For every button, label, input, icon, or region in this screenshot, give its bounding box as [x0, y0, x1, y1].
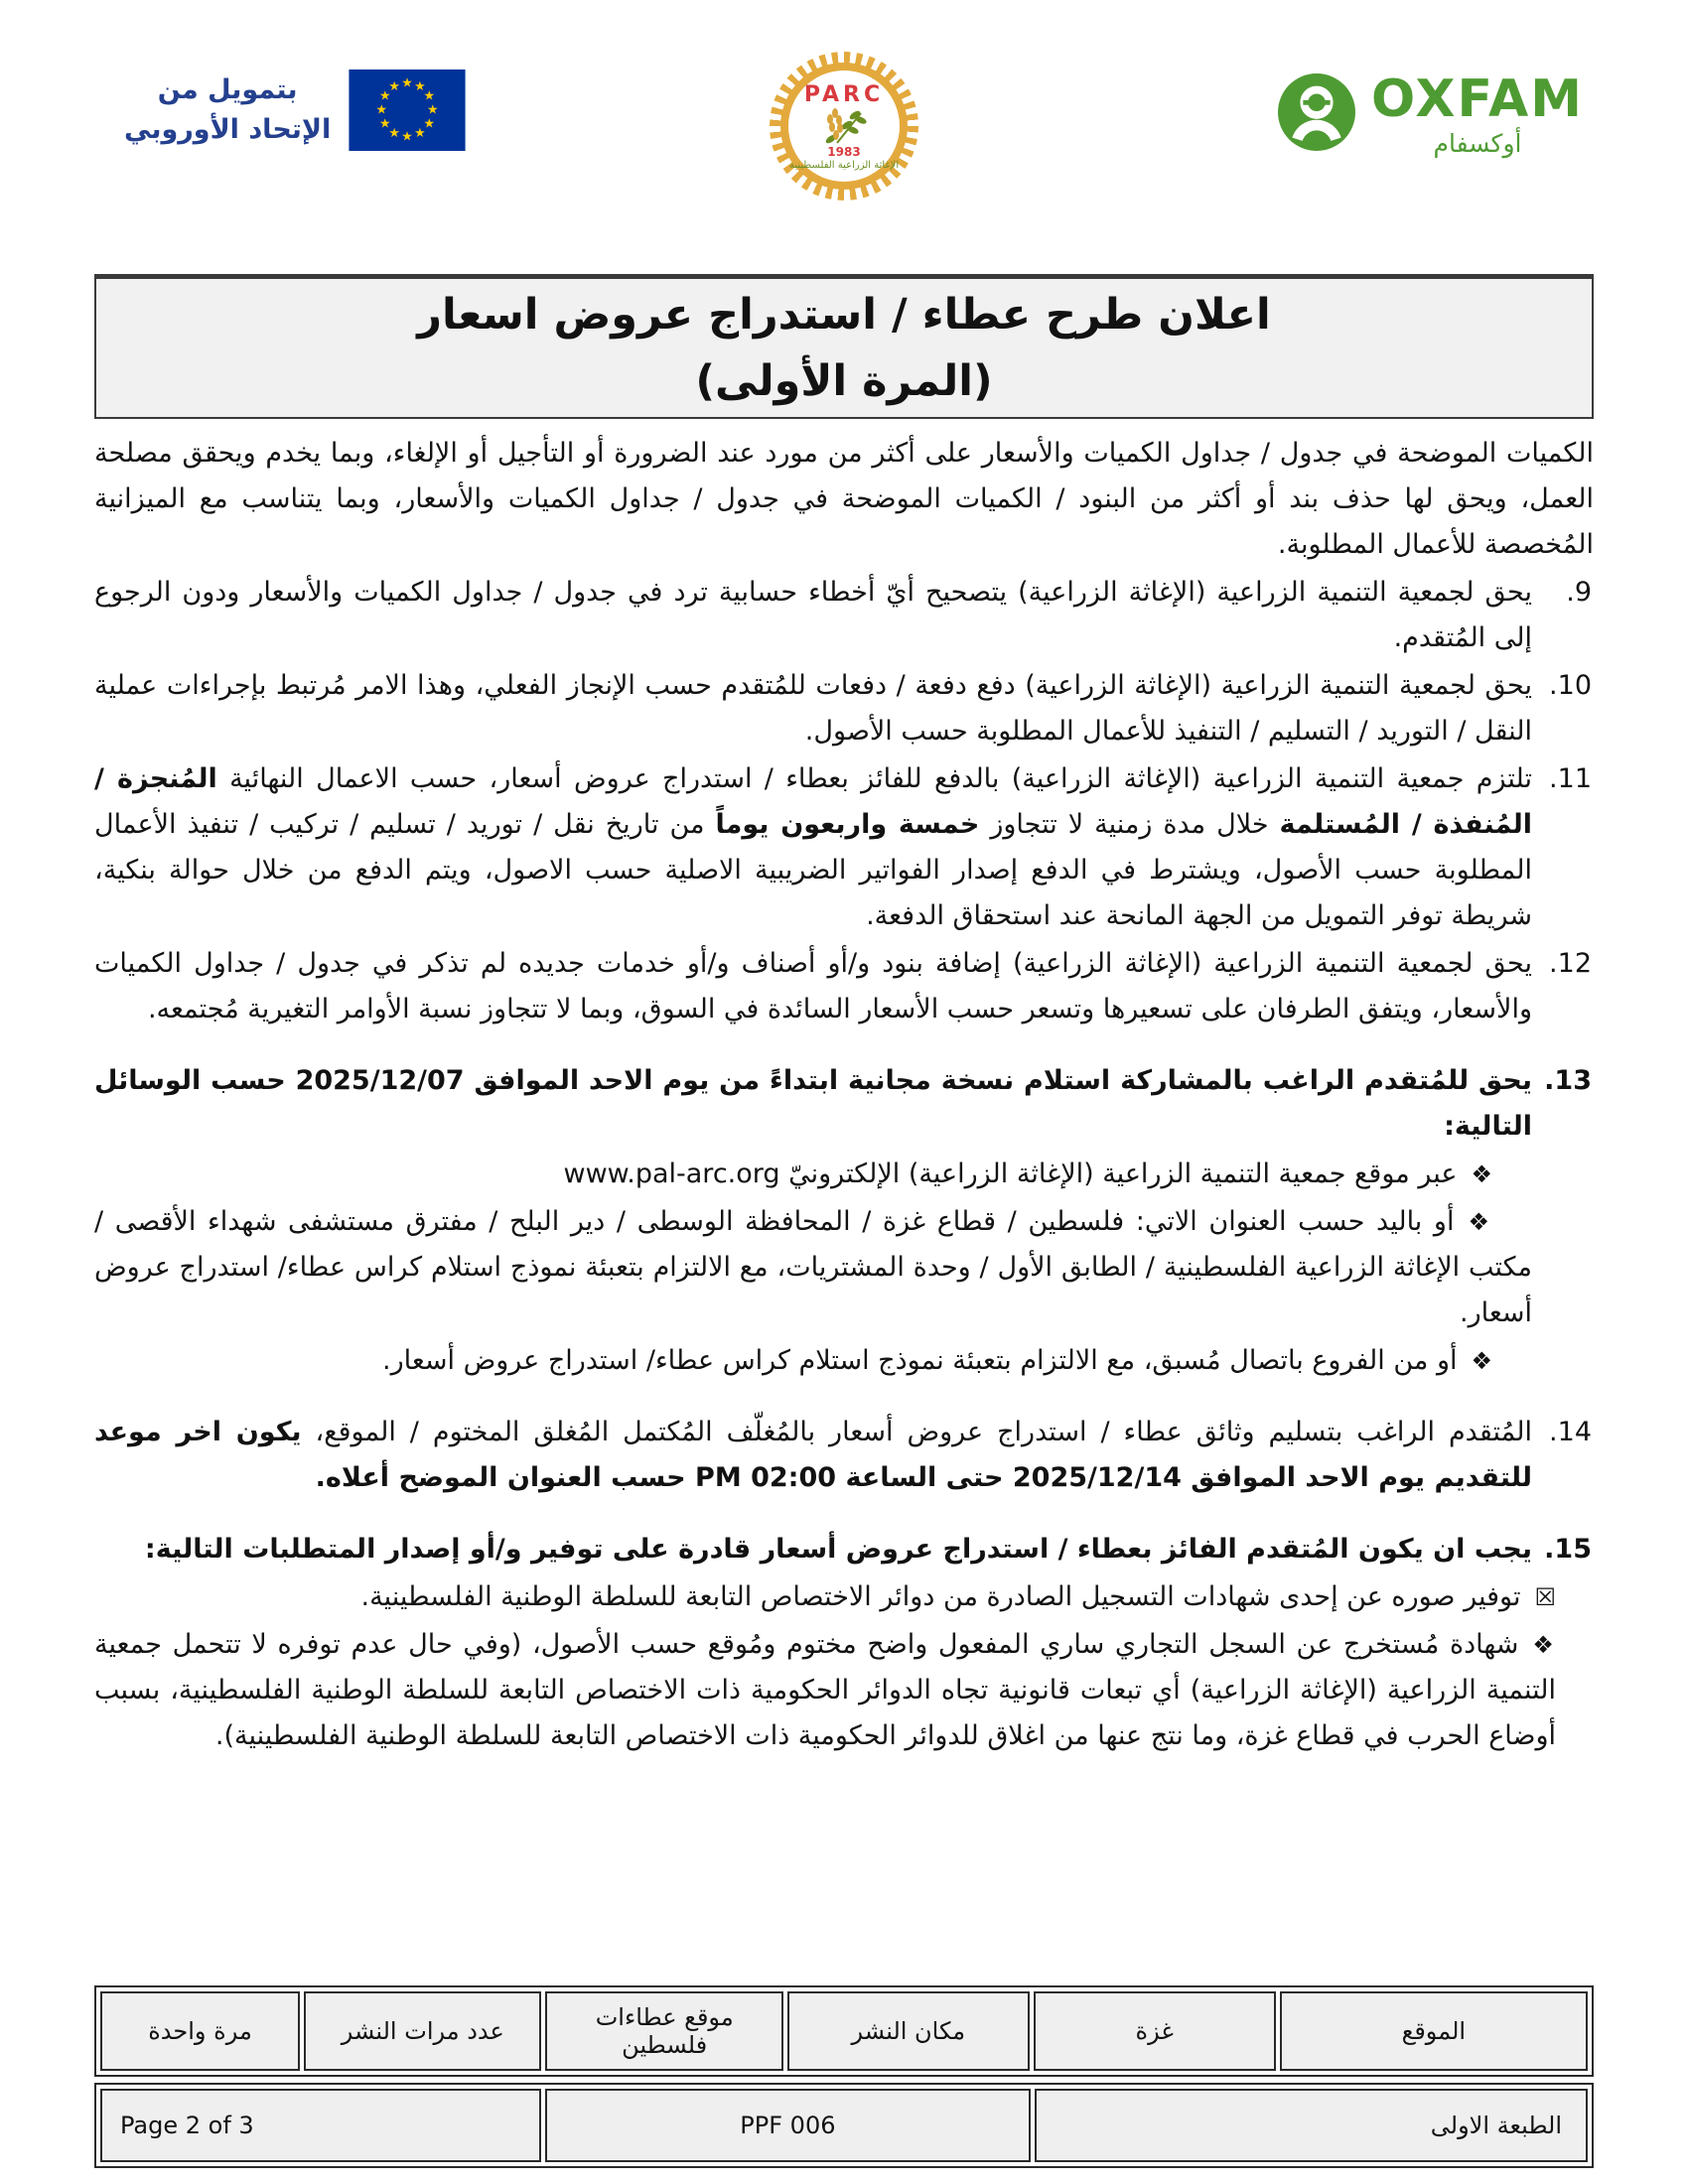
parc-year: 1983: [827, 144, 861, 159]
svg-text:★: ★: [423, 116, 436, 132]
numbered-item-12: [94, 941, 1594, 1032]
oxfam-logo: [1278, 69, 1584, 158]
numbered-item-15: [94, 1527, 1594, 1759]
numbered-item-10: [94, 663, 1594, 754]
footer-cell-publish-count-label: عدد مرات النشر: [304, 1991, 541, 2071]
publication-info-table: [94, 1985, 1594, 2077]
bullet-item: [94, 1199, 1532, 1336]
diamond-bullet-icon: ❖: [1468, 1208, 1492, 1236]
table-row: [100, 1991, 1588, 2071]
table-row: [100, 2089, 1588, 2162]
svg-text:★: ★: [388, 125, 401, 141]
eu-flag-icon: [349, 69, 466, 151]
parc-arabic-name: الإغاثة الزراعية الفلسطينية: [788, 159, 900, 171]
footer-cell-location-value: غزة: [1034, 1991, 1276, 2071]
numbered-item-11: [94, 756, 1594, 939]
oxfam-wordmark: OXFAM: [1371, 69, 1584, 129]
oxfam-person-icon: [1278, 73, 1355, 151]
numbered-item-13: [94, 1058, 1594, 1384]
svg-text:★: ★: [375, 102, 388, 118]
parc-acronym: PARC: [803, 81, 885, 107]
title-line2: (المرة الأولى): [695, 355, 993, 406]
bullet-item: [94, 1622, 1556, 1759]
footer: [94, 1985, 1594, 2168]
oxfam-arabic-name: أوكسفام: [1433, 129, 1522, 158]
item-text: يجب ان يكون المُتقدم الفائز بعطاء / استدراج عروض أسعار قادرة على توفير و/أو إصدار المتطلبات التالية:: [144, 1534, 1532, 1565]
bullet-text: أو باليد حسب العنوان الاتي: فلسطين / قطاع غزة / المحافظة الوسطى / دير البلح / مفترق مستشفى شهداء الأقصى / مكتب الإغاثة الزراعية الفلسطينية / الطابق الأول / وحدة المشتريات، مع الالتزام بتعبئة نموذج استلام كراس عطاء/ استدراج عروض أسعار.: [94, 1206, 1532, 1328]
svg-text:★: ★: [401, 75, 414, 91]
diamond-bullet-icon: ❖: [1471, 1347, 1492, 1375]
item-number: 10.: [1549, 670, 1592, 701]
parc-website-link[interactable]: www.pal-arc.org: [563, 1159, 780, 1189]
bullet-text: توفير صوره عن إحدى شهادات التسجيل الصادرة من دوائر الاختصاص التابعة للسلطة الوطنية الفلسطينية.: [360, 1581, 1521, 1612]
diamond-bullet-icon: ❖: [1532, 1631, 1557, 1659]
svg-text:★: ★: [379, 88, 391, 104]
item-number: 11.: [1549, 763, 1592, 794]
svg-text:★: ★: [423, 88, 436, 104]
item-text: يحق لجمعية التنمية الزراعية (الإغاثة الزراعية) يتصحيح أيّ أخطاء حسابية ترد في جدول / جداول الكميات والأسعار ودون الرجوع إلى المُتقدم.: [94, 577, 1532, 653]
item-text: يحق لجمعية التنمية الزراعية (الإغاثة الزراعية) دفع دفعة / دفعات للمُتقدم حسب الإنجاز الفعلي، وهذا الامر مُرتبط بإجراءات عملية النقل / التوريد / التسليم / التنفيذ للأعمال المطلوبة حسب الأصول.: [94, 670, 1532, 747]
bullet-item: [94, 1574, 1556, 1620]
numbered-item-9: [94, 570, 1594, 661]
svg-text:★: ★: [414, 79, 426, 95]
item-text: تلتزم جمعية التنمية الزراعية (الإغاثة الزراعية) بالدفع للفائز بعطاء / استدراج عروض أسعار، حسب الاعمال النهائية المُنجزة / المُنفذة / المُستلمة خلال مدة زمنية لا تتجاوز خمسة واربعون يوماً من تاريخ نقل / توريد / تسليم / تركيب / تنفيذ الأعمال المطلوبة حسب الأصول، ويشترط في الدفع إصدار الفواتير الضريبية الاصلية حسب الاصول، ويتم الدفع من خلال حوالة بنكية، شريطة توفر التمويل من الجهة المانحة عند استحقاق الدفعة.: [94, 763, 1532, 931]
checkbox-x-bullet-icon: ☒: [1534, 1583, 1556, 1611]
announcement-body: [94, 431, 1594, 1761]
diamond-bullet-icon: ❖: [1471, 1160, 1492, 1188]
wheat-olive-icon: [817, 107, 871, 147]
svg-text:★: ★: [379, 116, 391, 132]
footer-cell-publish-place-label: مكان النشر: [787, 1991, 1030, 2071]
svg-text:★: ★: [401, 129, 414, 145]
item-number: 9.: [1566, 577, 1592, 608]
parc-logo: [770, 52, 918, 201]
item-text: المُتقدم الراغب بتسليم وثائق عطاء / استدراج عروض أسعار بالمُغلّف المُكتمل المُغلق المختوم / الموقع، يكون اخر موعد للتقديم يوم الاحد الموافق 2025/12/14 حتى الساعة 02:00 PM حسب العنوان الموضح أعلاه.: [94, 1417, 1532, 1493]
header: [94, 52, 1594, 201]
title-line1: اعلان طرح عطاء / استدراج عروض اسعار: [417, 289, 1271, 340]
eu-funding-line1: بتمويل من: [157, 73, 298, 105]
bullet-text: عبر موقع جمعية التنمية الزراعية (الإغاثة الزراعية) الإلكترونيّ: [779, 1159, 1458, 1189]
item-text: يحق للمُتقدم الراغب بالمشاركة استلام نسخة مجانية ابتداءً من يوم الاحد الموافق 2025/12/07 حسب الوسائل التالية:: [94, 1065, 1532, 1142]
footer-cell-publish-count-value: مرة واحدة: [100, 1991, 300, 2071]
bullet-text: أو من الفروع باتصال مُسبق، مع الالتزام بتعبئة نموذج استلام كراس عطاء/ استدراج عروض أسعار.: [382, 1345, 1458, 1376]
svg-text:★: ★: [414, 125, 426, 141]
bullet-item: [94, 1152, 1532, 1197]
item-number: 12.: [1549, 948, 1592, 979]
bullet-item: [94, 1338, 1532, 1384]
announcement-title-box: [94, 274, 1594, 419]
footer-cell-page-number: Page 2 of 3: [100, 2089, 541, 2162]
bullet-text: شهادة مُستخرج عن السجل التجاري ساري المفعول واضح مختوم ومُوقع حسب الأصول، (وفي حال عدم توفره لا تتحمل جمعية التنمية الزراعية (الإغاثة الزراعية) أي تبعات قانونية تجاه الدوائر الحكومية ذات الاختصاص التابعة للسلطة الوطنية الفلسطينية، بسبب أوضاع الحرب في قطاع غزة، وما نتج عنها من اغلاق للدوائر الحكومية ذات الاختصاص التابعة للسلطة الوطنية الفلسطينية).: [94, 1629, 1556, 1751]
parc-logo-center: [788, 70, 900, 182]
item-number: 15.: [1544, 1534, 1592, 1565]
item-15-bullets: [94, 1574, 1556, 1759]
svg-text:★: ★: [388, 79, 401, 95]
footer-cell-reference: PPF 006: [545, 2089, 1031, 2162]
item-13-bullets: [94, 1152, 1532, 1384]
eu-funding-block: [124, 69, 466, 151]
footer-cell-location-label: الموقع: [1280, 1991, 1588, 2071]
svg-text:★: ★: [427, 102, 439, 118]
item-number: 14.: [1549, 1417, 1592, 1447]
intro-paragraph: الكميات الموضحة في جدول / جداول الكميات والأسعار على أكثر من مورد عند الضرورة أو التأجيل أو الإلغاء، وبما يخدم ويحقق مصلحة العمل، ويحق لها حذف بند أو أكثر من البنود / الكميات الموضحة في جدول / جداول الكميات والأسعار، وبما يتناسب مع الميزانية المُخصصة للأعمال المطلوبة.: [94, 438, 1594, 560]
page-info-table: [94, 2083, 1594, 2168]
eu-funding-text: [124, 70, 331, 151]
footer-cell-publish-place-value: موقع عطاءات فلسطين: [545, 1991, 782, 2071]
footer-cell-edition: الطبعة الاولى: [1035, 2089, 1588, 2162]
item-text: يحق لجمعية التنمية الزراعية (الإغاثة الزراعية) إضافة بنود و/أو أصناف و/أو خدمات جديده لم تذكر في جدول / جداول الكميات والأسعار، ويتفق الطرفان على تسعيرها وتسعر حسب الأسعار السائدة في السوق، وبما لا تتجاوز نسبة الأوامر التغيرية مُجتمعه.: [94, 948, 1532, 1024]
item-number: 13.: [1544, 1065, 1592, 1096]
numbered-item-14: [94, 1410, 1594, 1501]
eu-funding-line2: الإتحاد الأوروبي: [124, 114, 332, 145]
